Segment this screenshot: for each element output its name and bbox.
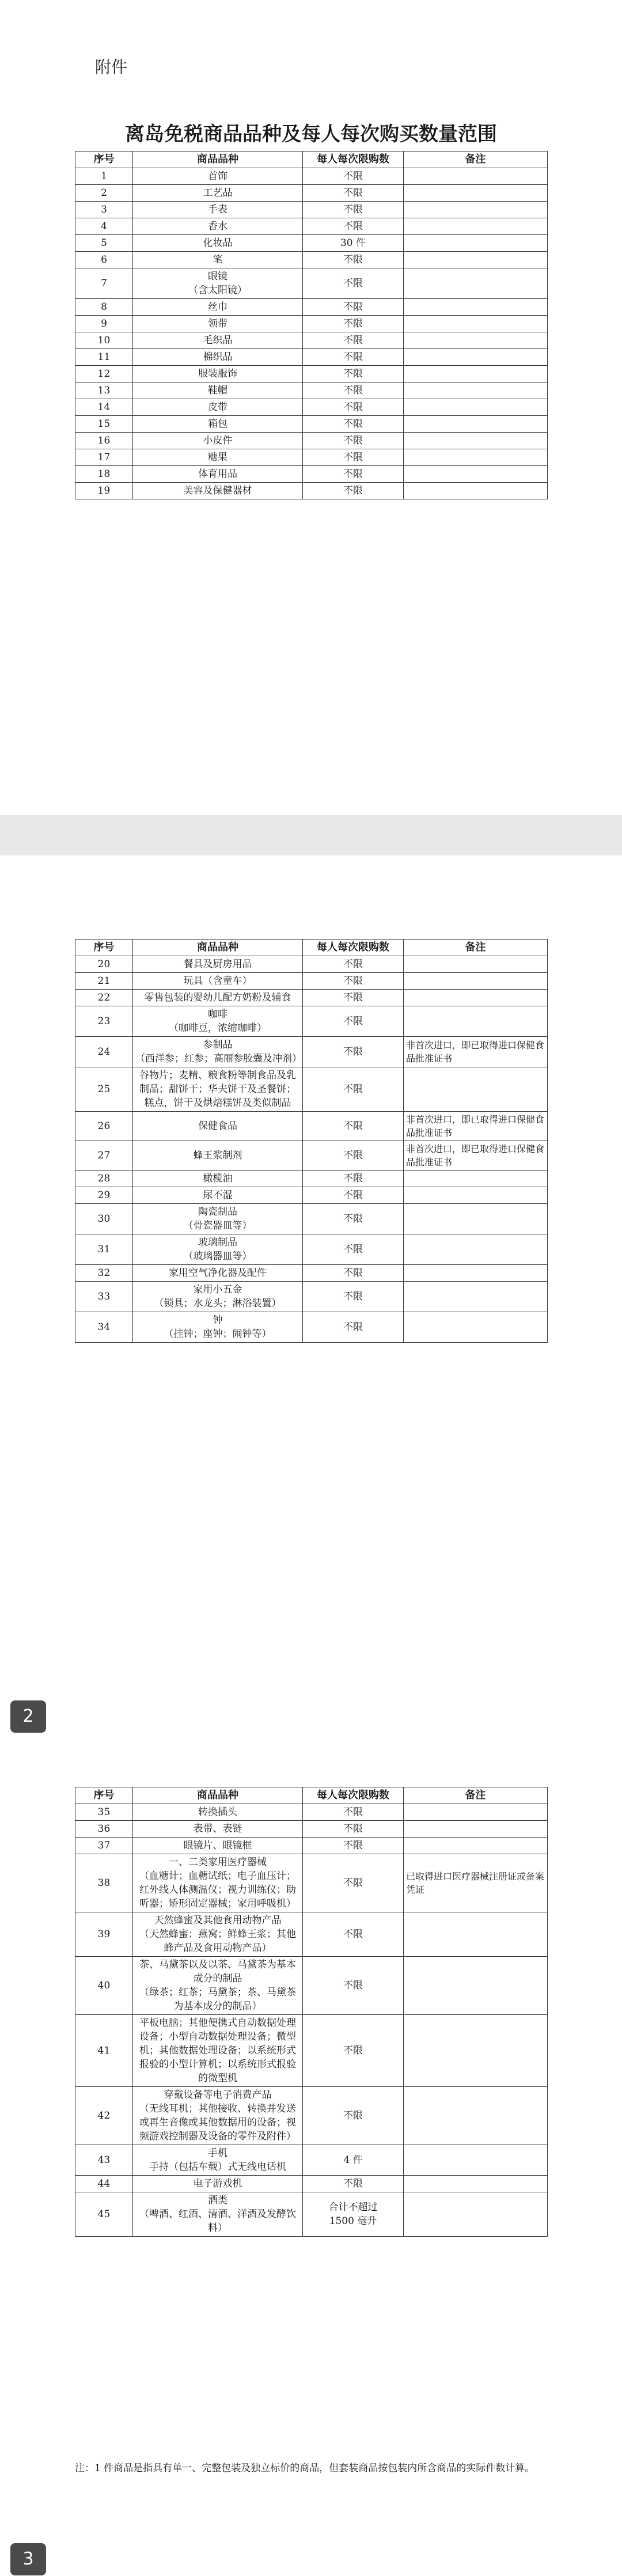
- product-category-cell: 糖果: [133, 449, 303, 466]
- remark-cell: [404, 416, 548, 433]
- remark-cell: [404, 332, 548, 349]
- purchase-limit-cell: 不限: [303, 466, 404, 483]
- purchase-limit-cell: 不限: [303, 1006, 404, 1037]
- remark-cell: [404, 990, 548, 1006]
- remark-cell: [404, 1006, 548, 1037]
- product-category-cell: 小皮件: [133, 433, 303, 449]
- table-row: [75, 1141, 548, 1170]
- remark-cell: [404, 399, 548, 416]
- table-row: [75, 973, 548, 990]
- row-number-cell: 8: [75, 299, 133, 316]
- row-number-cell: 16: [75, 433, 133, 449]
- table-row: [75, 1265, 548, 1282]
- table-row: [75, 466, 548, 483]
- product-category-cell: 零售包装的婴幼儿配方奶粉及辅食: [133, 990, 303, 1006]
- purchase-limit-cell: 不限: [303, 1037, 404, 1067]
- document-title: 离岛免税商品品种及每人每次购买数量范围: [125, 123, 497, 146]
- row-number-cell: 23: [75, 1006, 133, 1037]
- remark-cell: [404, 1821, 548, 1838]
- purchase-limit-cell: 合计不超过 1500 毫升: [303, 2192, 404, 2237]
- row-number-cell: 22: [75, 990, 133, 1006]
- row-number-cell: 14: [75, 399, 133, 416]
- purchase-limit-cell: 不限: [303, 483, 404, 499]
- product-category-cell: 家用小五金 （锁具；水龙头；淋浴装置）: [133, 1282, 303, 1312]
- table-row: [75, 1312, 548, 1343]
- product-table-page-2: [75, 939, 548, 1343]
- purchase-limit-cell: 30 件: [303, 235, 404, 252]
- row-number-cell: 10: [75, 332, 133, 349]
- product-category-cell: 笔: [133, 252, 303, 268]
- table-row: [75, 168, 548, 185]
- table-row: [75, 1067, 548, 1112]
- product-category-cell: 保健食品: [133, 1112, 303, 1141]
- product-category-cell: 鞋帽: [133, 382, 303, 399]
- remark-cell: [404, 433, 548, 449]
- product-category-cell: 咖啡 （咖啡豆，浓缩咖啡）: [133, 1006, 303, 1037]
- purchase-limit-cell: 不限: [303, 268, 404, 299]
- product-category-cell: 穿戴设备等电子消费产品 （无线耳机；其他接收、转换并发送或再生音像或其他数据用的设备；视频游戏控制器及设备的零件及附件）: [133, 2087, 303, 2145]
- product-category-cell: 天然蜂蜜及其他食用动物产品 （天然蜂蜜；燕窝；鲜蜂王浆；其他蜂产品及食用动物产品）: [133, 1912, 303, 1957]
- remark-cell: [404, 316, 548, 332]
- row-number-cell: 4: [75, 218, 133, 235]
- row-number-cell: 21: [75, 973, 133, 990]
- row-number-cell: 29: [75, 1187, 133, 1204]
- product-category-cell: 家用空气净化器及配件: [133, 1265, 303, 1282]
- product-category-cell: 美容及保健器材: [133, 483, 303, 499]
- table-row: [75, 1804, 548, 1821]
- row-number-cell: 38: [75, 1854, 133, 1912]
- row-number-cell: 26: [75, 1112, 133, 1141]
- product-category-cell: 眼镜片、眼镜框: [133, 1838, 303, 1854]
- table-row: [75, 349, 548, 366]
- remark-cell: [404, 366, 548, 382]
- table-row: [75, 1838, 548, 1854]
- row-number-cell: 28: [75, 1170, 133, 1187]
- footnote: 注：1 件商品是指具有单一、完整包装及独立标价的商品，但套装商品按包装内所含商品的实际件数计算。: [75, 2463, 535, 2474]
- table-header-row: [75, 940, 548, 956]
- table-row: [75, 1282, 548, 1312]
- remark-cell: [404, 1234, 548, 1265]
- product-category-cell: 香水: [133, 218, 303, 235]
- product-category-cell: 转换插头: [133, 1804, 303, 1821]
- table-row: [75, 1821, 548, 1838]
- purchase-limit-cell: 4 件: [303, 2145, 404, 2176]
- purchase-limit-cell: 不限: [303, 2015, 404, 2087]
- row-number-cell: 25: [75, 1067, 133, 1112]
- table-row: [75, 2087, 548, 2145]
- purchase-limit-cell: 不限: [303, 299, 404, 316]
- remark-cell: [404, 1838, 548, 1854]
- table-row: [75, 483, 548, 499]
- product-category-cell: 化妆品: [133, 235, 303, 252]
- purchase-limit-cell: 不限: [303, 218, 404, 235]
- remark-cell: [404, 1204, 548, 1234]
- row-number-cell: 17: [75, 449, 133, 466]
- row-number-cell: 15: [75, 416, 133, 433]
- product-category-cell: 毛织品: [133, 332, 303, 349]
- row-number-cell: 2: [75, 185, 133, 202]
- row-number-cell: 9: [75, 316, 133, 332]
- product-category-cell: 参制品 （西洋参；红参；高丽参胶囊及冲剂）: [133, 1037, 303, 1067]
- row-number-cell: 20: [75, 956, 133, 973]
- product-category-cell: 尿不湿: [133, 1187, 303, 1204]
- table-row: [75, 1170, 548, 1187]
- product-category-cell: 棉织品: [133, 349, 303, 366]
- row-number-cell: 33: [75, 1282, 133, 1312]
- purchase-limit-cell: 不限: [303, 1141, 404, 1170]
- remark-cell: [404, 973, 548, 990]
- remark-cell: [404, 1265, 548, 1282]
- purchase-limit-cell: 不限: [303, 1312, 404, 1343]
- row-number-cell: 41: [75, 2015, 133, 2087]
- table-row: [75, 382, 548, 399]
- remark-cell: [404, 185, 548, 202]
- row-number-cell: 44: [75, 2176, 133, 2192]
- purchase-limit-cell: 不限: [303, 956, 404, 973]
- remark-cell: [404, 299, 548, 316]
- product-category-cell: 谷物片；麦精、粮食粉等制食品及乳制品；甜饼干；华夫饼干及圣餐饼；糕点，饼干及烘焙糕饼及类似制品: [133, 1067, 303, 1112]
- row-number-cell: 11: [75, 349, 133, 366]
- table-row: [75, 366, 548, 382]
- purchase-limit-cell: 不限: [303, 185, 404, 202]
- product-category-cell: 酒类 （啤酒、红酒、清酒、洋酒及发酵饮料）: [133, 2192, 303, 2237]
- header-note: 备注: [404, 1787, 548, 1804]
- header-note: 备注: [404, 151, 548, 168]
- remark-cell: [404, 466, 548, 483]
- table-row: [75, 956, 548, 973]
- row-number-cell: 12: [75, 366, 133, 382]
- table-row: [75, 1234, 548, 1265]
- remark-cell: [404, 168, 548, 185]
- table-row: [75, 299, 548, 316]
- row-number-cell: 27: [75, 1141, 133, 1170]
- table-row: [75, 2145, 548, 2176]
- row-number-cell: 24: [75, 1037, 133, 1067]
- product-category-cell: 钟 （挂钟；座钟；闹钟等）: [133, 1312, 303, 1343]
- page-number-badge: 2: [10, 1700, 46, 1733]
- table-row: [75, 399, 548, 416]
- remark-cell: 非首次进口，即已取得进口保健食品批准证书: [404, 1037, 548, 1067]
- product-category-cell: 橄榄油: [133, 1170, 303, 1187]
- remark-cell: 已取得进口医疗器械注册证或备案凭证: [404, 1854, 548, 1912]
- remark-cell: [404, 1804, 548, 1821]
- remark-cell: [404, 1187, 548, 1204]
- table-header-row: [75, 151, 548, 168]
- product-category-cell: 眼镜 （含太阳镜）: [133, 268, 303, 299]
- remark-cell: [404, 349, 548, 366]
- purchase-limit-cell: 不限: [303, 416, 404, 433]
- table-row: [75, 990, 548, 1006]
- product-category-cell: 蜂王浆制剂: [133, 1141, 303, 1170]
- header-item: 商品品种: [133, 940, 303, 956]
- header-limit: 每人每次限购数: [303, 1787, 404, 1804]
- remark-cell: [404, 956, 548, 973]
- table-row: [75, 2192, 548, 2237]
- row-number-cell: 36: [75, 1821, 133, 1838]
- purchase-limit-cell: 不限: [303, 433, 404, 449]
- product-category-cell: 表带、表链: [133, 1821, 303, 1838]
- purchase-limit-cell: 不限: [303, 1234, 404, 1265]
- table-row: [75, 1037, 548, 1067]
- purchase-limit-cell: 不限: [303, 1204, 404, 1234]
- remark-cell: [404, 2145, 548, 2176]
- product-category-cell: 工艺品: [133, 185, 303, 202]
- product-table-page-3: [75, 1787, 548, 2237]
- product-category-cell: 玩具（含童车）: [133, 973, 303, 990]
- product-category-cell: 服装服饰: [133, 366, 303, 382]
- row-number-cell: 39: [75, 1912, 133, 1957]
- table-row: [75, 1957, 548, 2015]
- row-number-cell: 6: [75, 252, 133, 268]
- purchase-limit-cell: 不限: [303, 202, 404, 218]
- product-table-page-1: [75, 151, 548, 499]
- row-number-cell: 5: [75, 235, 133, 252]
- purchase-limit-cell: 不限: [303, 332, 404, 349]
- page-number-badge: 3: [10, 2543, 46, 2575]
- purchase-limit-cell: 不限: [303, 1804, 404, 1821]
- purchase-limit-cell: 不限: [303, 349, 404, 366]
- table-row: [75, 332, 548, 349]
- header-note: 备注: [404, 940, 548, 956]
- product-category-cell: 餐具及厨房用品: [133, 956, 303, 973]
- purchase-limit-cell: 不限: [303, 1912, 404, 1957]
- header-number: 序号: [75, 151, 133, 168]
- purchase-limit-cell: 不限: [303, 399, 404, 416]
- product-category-cell: 茶、马黛茶以及以茶、马黛茶为基本成分的制品 （绿茶；红茶；马黛茶；茶、马黛茶为基本成分的制品）: [133, 1957, 303, 2015]
- row-number-cell: 13: [75, 382, 133, 399]
- product-category-cell: 电子游戏机: [133, 2176, 303, 2192]
- product-category-cell: 丝巾: [133, 299, 303, 316]
- purchase-limit-cell: 不限: [303, 366, 404, 382]
- table-row: [75, 316, 548, 332]
- table-header-row: [75, 1787, 548, 1804]
- table-row: [75, 433, 548, 449]
- product-category-cell: 玻璃制品 （玻璃器皿等）: [133, 1234, 303, 1265]
- row-number-cell: 1: [75, 168, 133, 185]
- purchase-limit-cell: 不限: [303, 990, 404, 1006]
- purchase-limit-cell: 不限: [303, 1067, 404, 1112]
- remark-cell: [404, 382, 548, 399]
- table-row: [75, 1006, 548, 1037]
- table-row: [75, 268, 548, 299]
- header-item: 商品品种: [133, 151, 303, 168]
- remark-cell: [404, 252, 548, 268]
- row-number-cell: 31: [75, 1234, 133, 1265]
- purchase-limit-cell: 不限: [303, 1282, 404, 1312]
- row-number-cell: 35: [75, 1804, 133, 1821]
- purchase-limit-cell: 不限: [303, 1112, 404, 1141]
- row-number-cell: 18: [75, 466, 133, 483]
- row-number-cell: 34: [75, 1312, 133, 1343]
- row-number-cell: 45: [75, 2192, 133, 2237]
- table-row: [75, 1854, 548, 1912]
- remark-cell: [404, 1282, 548, 1312]
- purchase-limit-cell: 不限: [303, 168, 404, 185]
- purchase-limit-cell: 不限: [303, 1187, 404, 1204]
- remark-cell: [404, 1170, 548, 1187]
- purchase-limit-cell: 不限: [303, 1821, 404, 1838]
- product-category-cell: 陶瓷制品 （骨瓷器皿等）: [133, 1204, 303, 1234]
- row-number-cell: 7: [75, 268, 133, 299]
- product-category-cell: 皮带: [133, 399, 303, 416]
- row-number-cell: 19: [75, 483, 133, 499]
- row-number-cell: 32: [75, 1265, 133, 1282]
- table-row: [75, 252, 548, 268]
- remark-cell: 非首次进口，即已取得进口保健食品批准证书: [404, 1141, 548, 1170]
- product-category-cell: 首饰: [133, 168, 303, 185]
- purchase-limit-cell: 不限: [303, 449, 404, 466]
- product-category-cell: 手机 手持（包括车载）式无线电话机: [133, 2145, 303, 2176]
- purchase-limit-cell: 不限: [303, 973, 404, 990]
- remark-cell: 非首次进口，即已取得进口保健食品批准证书: [404, 1112, 548, 1141]
- row-number-cell: 43: [75, 2145, 133, 2176]
- header-item: 商品品种: [133, 1787, 303, 1804]
- attachment-label: 附件: [95, 58, 128, 77]
- row-number-cell: 30: [75, 1204, 133, 1234]
- product-category-cell: 手表: [133, 202, 303, 218]
- product-category-cell: 一、二类家用医疗器械 （血糖计；血糖试纸；电子血压计；红外线人体测温仪；视力训练仪；助听器；矫形固定器械；家用呼吸机）: [133, 1854, 303, 1912]
- table-row: [75, 449, 548, 466]
- purchase-limit-cell: 不限: [303, 2087, 404, 2145]
- remark-cell: [404, 1957, 548, 2015]
- row-number-cell: 40: [75, 1957, 133, 2015]
- remark-cell: [404, 218, 548, 235]
- remark-cell: [404, 483, 548, 499]
- table-row: [75, 2176, 548, 2192]
- remark-cell: [404, 2087, 548, 2145]
- row-number-cell: 37: [75, 1838, 133, 1854]
- product-category-cell: 平板电脑；其他便携式自动数据处理设备；小型自动数据处理设备；微型机；其他数据处理设备；以系统形式报验的小型计算机；以系统形式报验的微型机: [133, 2015, 303, 2087]
- remark-cell: [404, 2176, 548, 2192]
- table-row: [75, 218, 548, 235]
- remark-cell: [404, 235, 548, 252]
- purchase-limit-cell: 不限: [303, 1265, 404, 1282]
- remark-cell: [404, 1067, 548, 1112]
- purchase-limit-cell: 不限: [303, 316, 404, 332]
- header-number: 序号: [75, 940, 133, 956]
- remark-cell: [404, 449, 548, 466]
- purchase-limit-cell: 不限: [303, 1838, 404, 1854]
- row-number-cell: 3: [75, 202, 133, 218]
- table-row: [75, 416, 548, 433]
- table-row: [75, 235, 548, 252]
- table-row: [75, 185, 548, 202]
- product-category-cell: 箱包: [133, 416, 303, 433]
- row-number-cell: 42: [75, 2087, 133, 2145]
- remark-cell: [404, 1312, 548, 1343]
- remark-cell: [404, 268, 548, 299]
- remark-cell: [404, 2192, 548, 2237]
- table-row: [75, 1112, 548, 1141]
- header-number: 序号: [75, 1787, 133, 1804]
- header-limit: 每人每次限购数: [303, 940, 404, 956]
- table-row: [75, 1204, 548, 1234]
- table-row: [75, 202, 548, 218]
- purchase-limit-cell: 不限: [303, 1957, 404, 2015]
- purchase-limit-cell: 不限: [303, 2176, 404, 2192]
- purchase-limit-cell: 不限: [303, 252, 404, 268]
- remark-cell: [404, 2015, 548, 2087]
- purchase-limit-cell: 不限: [303, 382, 404, 399]
- header-limit: 每人每次限购数: [303, 151, 404, 168]
- purchase-limit-cell: 不限: [303, 1170, 404, 1187]
- table-row: [75, 1912, 548, 1957]
- purchase-limit-cell: 不限: [303, 1854, 404, 1912]
- product-category-cell: 体育用品: [133, 466, 303, 483]
- remark-cell: [404, 202, 548, 218]
- table-row: [75, 2015, 548, 2087]
- table-row: [75, 1187, 548, 1204]
- remark-cell: [404, 1912, 548, 1957]
- product-category-cell: 领带: [133, 316, 303, 332]
